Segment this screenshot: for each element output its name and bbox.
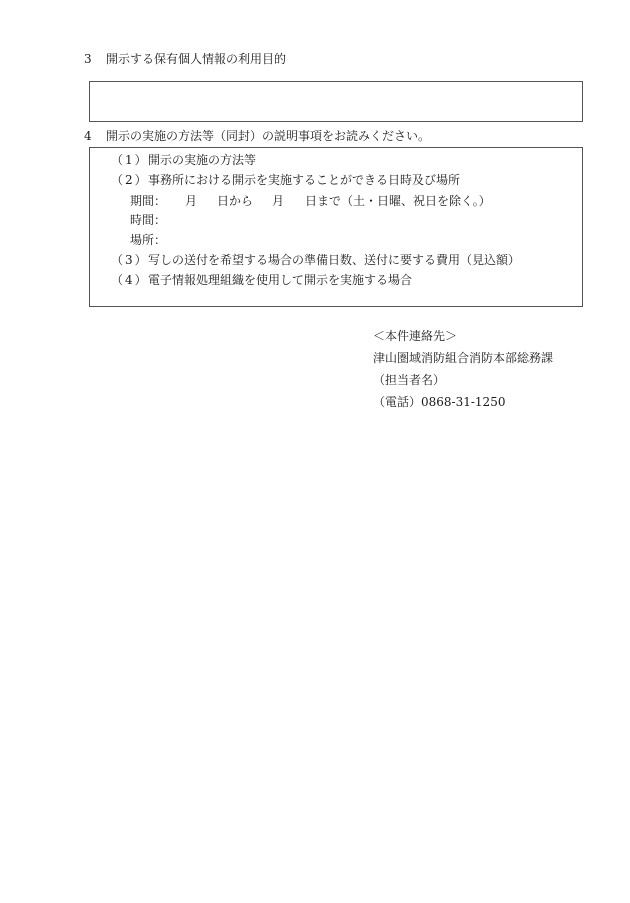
section4-number: 4 xyxy=(84,129,92,143)
item-4-number: （4） xyxy=(111,273,149,287)
period-month-1: 月 xyxy=(185,194,198,208)
contact-heading: ＜本件連絡先＞ xyxy=(373,329,458,343)
item-3-text: 写しの送付を希望する場合の準備日数、送付に要する費用（見込額） xyxy=(148,253,521,267)
place-label: 場所： xyxy=(130,233,167,247)
item-2-number: （2） xyxy=(111,173,149,187)
period-label: 期間： xyxy=(130,194,167,208)
contact-department: 津山圏域消防組合消防本部総務課 xyxy=(373,351,554,365)
section4-title: 開示の実施の方法等（同封）の説明事項をお読みください。 xyxy=(106,129,431,143)
contact-person: （担当者名） xyxy=(373,373,446,387)
period-day-from: 日から xyxy=(217,194,254,208)
period-month-2: 月 xyxy=(272,194,285,208)
contact-phone: （電話）0868-31-1250 xyxy=(373,395,506,409)
item-2-text: 事務所における開示を実施することができる日時及び場所 xyxy=(148,173,461,187)
time-label: 時間： xyxy=(130,213,167,227)
item-1-number: （1） xyxy=(111,153,149,167)
section3-title: 開示する保有個人情報の利用目的 xyxy=(106,52,287,66)
purpose-input-box[interactable] xyxy=(89,81,583,122)
period-day-to: 日まで（土・日曜、祝日を除く。） xyxy=(305,194,491,208)
item-4-text: 電子情報処理組織を使用して開示を実施する場合 xyxy=(148,273,413,287)
section3-number: 3 xyxy=(84,52,92,66)
item-1-text: 開示の実施の方法等 xyxy=(148,153,257,167)
item-3-number: （3） xyxy=(111,253,149,267)
